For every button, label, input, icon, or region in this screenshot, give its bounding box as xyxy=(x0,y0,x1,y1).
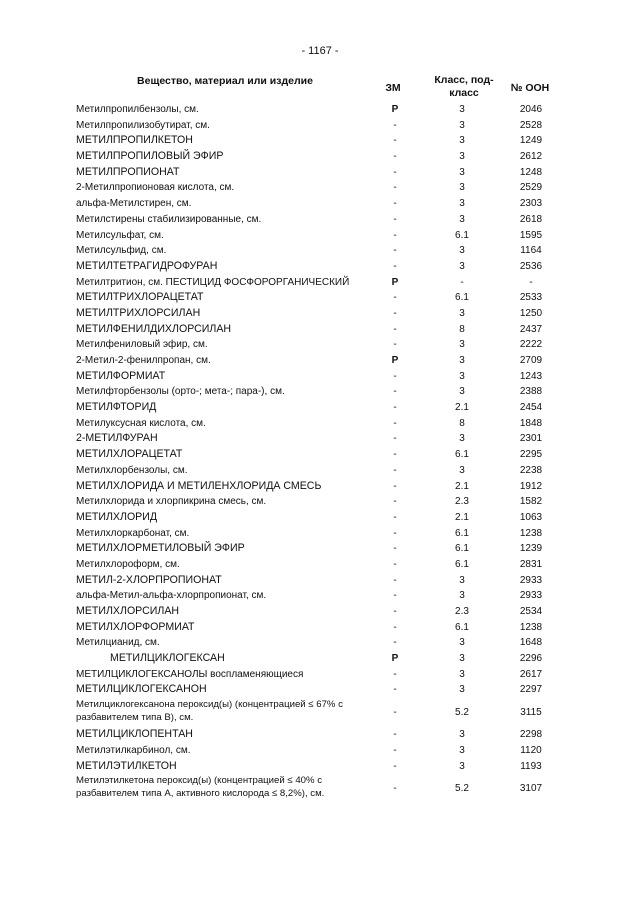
cell-substance-name: Метилхлорбензолы, см. xyxy=(76,464,188,476)
cell-un-number: 2831 xyxy=(519,558,543,570)
cell-substance-name: МЕТИЛФТОРИД xyxy=(76,401,157,414)
cell-zm: - xyxy=(393,668,397,680)
cell-un-number: 2238 xyxy=(519,464,543,476)
cell-un-number: 2296 xyxy=(519,653,543,665)
cell-un-number: 1248 xyxy=(519,166,543,178)
cell-class: 3 xyxy=(459,637,465,649)
cell-zm: - xyxy=(393,307,397,319)
table-row xyxy=(0,118,640,134)
cell-zm: - xyxy=(393,417,397,429)
cell-substance-name: МЕТИЛЭТИЛКЕТОН xyxy=(76,759,177,772)
table-row xyxy=(0,259,640,275)
table-row xyxy=(0,275,640,291)
cell-zm: - xyxy=(393,783,397,795)
cell-zm: - xyxy=(393,402,397,414)
table-row xyxy=(0,682,640,698)
cell-un-number: 2222 xyxy=(519,339,543,351)
cell-un-number: 3115 xyxy=(520,707,542,719)
cell-zm: - xyxy=(393,558,397,570)
cell-zm: - xyxy=(393,449,397,461)
cell-class: 6.1 xyxy=(455,558,469,570)
cell-zm: - xyxy=(393,511,397,523)
cell-un-number: 1249 xyxy=(519,135,543,147)
table-row xyxy=(0,212,640,228)
cell-substance-name: МЕТИЛФЕНИЛДИХЛОРСИЛАН xyxy=(76,322,232,335)
cell-un-number: 2534 xyxy=(519,606,543,617)
cell-class: 3 xyxy=(459,151,465,163)
cell-un-number: 3107 xyxy=(519,783,543,795)
cell-zm: - xyxy=(393,707,397,719)
cell-zm: - xyxy=(393,260,397,272)
table-row xyxy=(0,322,640,338)
cell-un-number: 1243 xyxy=(519,370,543,382)
cell-substance-name: Метилхлороформ, см. xyxy=(76,558,180,570)
table-row xyxy=(0,384,640,400)
cell-zm: - xyxy=(393,527,397,539)
cell-zm: - xyxy=(393,574,397,586)
table-row xyxy=(0,133,640,149)
cell-un-number: 1648 xyxy=(519,637,543,649)
cell-zm: - xyxy=(393,433,397,445)
table-row xyxy=(0,196,640,212)
table-row xyxy=(0,759,640,775)
cell-zm: - xyxy=(393,135,397,147)
cell-un-number: 2528 xyxy=(519,119,543,131)
cell-zm: - xyxy=(393,684,397,696)
table-row xyxy=(0,526,640,542)
cell-class: 3 xyxy=(459,590,465,602)
cell-substance-name: МЕТИЛХЛОРМЕТИЛОВЫЙ ЭФИР xyxy=(76,542,245,555)
table-row xyxy=(0,510,640,526)
cell-un-number: - xyxy=(529,276,533,288)
cell-class: 3 xyxy=(459,355,465,366)
table-row xyxy=(0,165,640,181)
table-row xyxy=(0,541,640,557)
table-row xyxy=(0,180,640,196)
cell-un-number: 2303 xyxy=(519,198,543,210)
cell-zm: - xyxy=(393,543,397,555)
cell-class: 8 xyxy=(459,323,465,335)
cell-class: 3 xyxy=(459,198,465,210)
cell-class: 3 xyxy=(459,386,465,398)
cell-class: 6.1 xyxy=(455,229,469,241)
table-row xyxy=(0,228,640,244)
cell-un-number: 1239 xyxy=(519,543,543,555)
cell-zm: - xyxy=(393,292,397,304)
cell-substance-name: МЕТИЛТРИХЛОРАЦЕТАТ xyxy=(76,291,204,304)
cell-substance-name: МЕТИЛПРОПИЛКЕТОН xyxy=(76,134,193,147)
cell-class: 3 xyxy=(459,370,465,382)
cell-class: 3 xyxy=(459,729,465,741)
table-row xyxy=(0,727,640,743)
cell-zm: Р xyxy=(391,653,399,665)
cell-substance-name: МЕТИЛПРОПИОНАТ xyxy=(76,165,180,178)
cell-class: 6.1 xyxy=(455,621,469,633)
cell-un-number: 1063 xyxy=(519,511,543,523)
table-row xyxy=(0,651,640,667)
cell-un-number: 2618 xyxy=(519,213,543,225)
cell-un-number: 1164 xyxy=(520,245,542,257)
cell-class: 3 xyxy=(459,684,465,696)
table-row xyxy=(0,243,640,259)
cell-substance-name: МЕТИЛПРОПИЛОВЫЙ ЭФИР xyxy=(76,150,224,163)
cell-zm: - xyxy=(393,606,397,617)
cell-class: 3 xyxy=(459,339,465,351)
cell-class: 3 xyxy=(459,104,465,115)
cell-zm: - xyxy=(393,637,397,649)
table-row xyxy=(0,306,640,322)
cell-substance-name: МЕТИЛХЛОРФОРМИАТ xyxy=(76,620,195,633)
cell-un-number: 2437 xyxy=(519,323,543,335)
cell-class: 6.1 xyxy=(455,527,469,539)
table-row xyxy=(0,774,640,803)
cell-class: 3 xyxy=(459,245,465,257)
cell-substance-name: Метилсульфат, см. xyxy=(76,229,164,241)
cell-class: 2.1 xyxy=(455,480,469,492)
cell-class: 3 xyxy=(459,744,465,756)
cell-substance-name: МЕТИЛХЛОРИД xyxy=(76,510,158,523)
cell-class: 6.1 xyxy=(455,292,469,304)
cell-substance-name: МЕТИЛФОРМИАТ xyxy=(76,369,166,382)
cell-class: 3 xyxy=(459,760,465,772)
cell-un-number: 2046 xyxy=(519,104,543,115)
table-row xyxy=(0,743,640,759)
cell-substance-name: альфа-Метилстирен, см. xyxy=(76,198,192,210)
cell-substance-name: МЕТИЛЦИКЛОПЕНТАН xyxy=(76,728,193,741)
cell-substance-name: МЕТИЛ-2-ХЛОРПРОПИОНАТ xyxy=(76,573,222,586)
cell-substance-name: Метилэтилкетона пероксид(ы) (концентрацией ≤ 40% с разбавителем типа А, активного кислорода ≤ 8,2%), см. xyxy=(76,775,325,799)
cell-zm: - xyxy=(393,480,397,492)
table-row xyxy=(0,416,640,432)
cell-zm: - xyxy=(393,729,397,741)
cell-un-number: 2295 xyxy=(519,449,543,461)
cell-zm: - xyxy=(393,213,397,225)
cell-zm: - xyxy=(393,245,397,257)
cell-substance-name: альфа-Метил-альфа-хлорпропионат, см. xyxy=(76,590,267,602)
cell-zm: - xyxy=(393,151,397,163)
cell-zm: - xyxy=(393,119,397,131)
cell-substance-name: 2-Метил-2-фенилпропан, см. xyxy=(76,355,211,366)
column-header-class xyxy=(430,74,498,100)
table-row xyxy=(0,588,640,604)
substance-table xyxy=(0,102,640,803)
cell-un-number: 1250 xyxy=(519,307,543,319)
cell-un-number: 2933 xyxy=(519,574,543,586)
cell-substance-name: Метилцианид, см. xyxy=(76,637,160,649)
table-row xyxy=(0,573,640,589)
cell-class: 3 xyxy=(459,307,465,319)
cell-zm: - xyxy=(393,590,397,602)
cell-un-number: 1120 xyxy=(520,744,542,756)
cell-substance-name: МЕТИЛТЕТРАГИДРОФУРАН xyxy=(76,259,218,272)
cell-un-number: 2709 xyxy=(519,355,543,366)
cell-un-number: 1582 xyxy=(519,496,543,508)
page-number: - 1167 - xyxy=(301,45,339,57)
cell-un-number: 2612 xyxy=(519,151,543,163)
cell-zm: - xyxy=(393,370,397,382)
table-row xyxy=(0,400,640,416)
cell-zm: - xyxy=(393,182,397,194)
cell-substance-name: МЕТИЛЦИКЛОГЕКСАН xyxy=(110,652,225,665)
cell-substance-name: МЕТИЛЦИКЛОГЕКСАНОЛЫ воспламеняющиеся xyxy=(76,668,304,680)
cell-class: 3 xyxy=(459,464,465,476)
cell-substance-name: МЕТИЛХЛОРАЦЕТАТ xyxy=(76,448,183,461)
cell-zm: - xyxy=(393,496,397,508)
table-row xyxy=(0,447,640,463)
cell-zm: - xyxy=(393,760,397,772)
cell-zm: - xyxy=(393,198,397,210)
cell-class: 2.3 xyxy=(455,496,469,508)
cell-class: 2.1 xyxy=(455,402,469,414)
cell-un-number: 2297 xyxy=(519,684,543,696)
cell-zm: Р xyxy=(391,355,399,366)
table-row xyxy=(0,369,640,385)
cell-substance-name: Метилхлоркарбонат, см. xyxy=(76,527,190,539)
cell-substance-name: Метилэтилкарбинол, см. xyxy=(76,744,191,756)
column-header-un-number: № ООН xyxy=(510,82,550,94)
cell-un-number: 1238 xyxy=(519,621,543,633)
cell-class: 5.2 xyxy=(455,707,469,719)
cell-substance-name: Метилуксусная кислота, см. xyxy=(76,417,206,429)
table-row xyxy=(0,494,640,510)
table-row xyxy=(0,463,640,479)
cell-class: 3 xyxy=(459,260,465,272)
cell-zm: Р xyxy=(391,104,399,115)
table-row xyxy=(0,479,640,495)
cell-class: 3 xyxy=(459,182,465,194)
cell-zm: - xyxy=(393,323,397,335)
cell-un-number: 2298 xyxy=(519,729,543,741)
cell-substance-name: МЕТИЛЦИКЛОГЕКСАНОН xyxy=(76,683,207,696)
cell-substance-name: МЕТИЛХЛОРСИЛАН xyxy=(76,605,180,617)
cell-class: 3 xyxy=(459,433,465,445)
cell-zm: - xyxy=(393,166,397,178)
cell-substance-name: Метилтритион, см. ПЕСТИЦИД ФОСФОРОРГАНИЧЕСКИЙ xyxy=(76,276,350,288)
cell-un-number: 2388 xyxy=(519,386,543,398)
cell-class: 3 xyxy=(459,166,465,178)
table-row xyxy=(0,431,640,447)
cell-un-number: 2933 xyxy=(519,590,543,602)
cell-zm: - xyxy=(393,229,397,241)
cell-zm: - xyxy=(393,621,397,633)
table-row xyxy=(0,604,640,620)
column-header-zm: ЗМ xyxy=(385,82,401,94)
table-row xyxy=(0,635,640,651)
cell-class: 3 xyxy=(459,653,465,665)
table-row xyxy=(0,149,640,165)
cell-substance-name: 2-Метилпропионовая кислота, см. xyxy=(76,182,235,194)
cell-un-number: 1912 xyxy=(519,480,543,492)
cell-substance-name: 2-МЕТИЛФУРАН xyxy=(76,432,158,445)
cell-zm: - xyxy=(393,744,397,756)
table-row xyxy=(0,290,640,306)
table-row xyxy=(0,353,640,369)
cell-substance-name: Метилсульфид, см. xyxy=(76,245,167,257)
cell-substance-name: МЕТИЛТРИХЛОРСИЛАН xyxy=(76,306,201,319)
cell-zm: - xyxy=(393,339,397,351)
cell-class: 3 xyxy=(459,574,465,586)
cell-substance-name: Метилхлорида и хлорпикрина смесь, см. xyxy=(76,496,267,508)
cell-class: 2.1 xyxy=(455,511,469,523)
cell-class: - xyxy=(460,276,464,288)
cell-un-number: 1848 xyxy=(519,417,543,429)
column-header-substance: Вещество, материал или изделие xyxy=(137,75,313,87)
cell-substance-name: Метилфениловый эфир, см. xyxy=(76,339,208,351)
cell-substance-name: Метилциклогексанона пероксид(ы) (концентрацией ≤ 67% с разбавителем типа В), см. xyxy=(76,699,343,723)
table-row xyxy=(0,557,640,573)
cell-un-number: 1238 xyxy=(519,527,543,539)
cell-zm: - xyxy=(393,386,397,398)
table-row xyxy=(0,102,640,118)
cell-un-number: 2617 xyxy=(519,668,543,680)
cell-substance-name: Метилпропилбензолы, см. xyxy=(76,104,199,115)
cell-class: 3 xyxy=(459,668,465,680)
cell-substance-name: Метилстирены стабилизированные, см. xyxy=(76,213,262,225)
cell-class: 6.1 xyxy=(455,543,469,555)
table-row xyxy=(0,698,640,727)
cell-class: 2.3 xyxy=(455,606,469,617)
cell-substance-name: МЕТИЛХЛОРИДА И МЕТИЛЕНХЛОРИДА СМЕСЬ xyxy=(76,479,322,492)
cell-un-number: 2536 xyxy=(519,260,543,272)
table-row xyxy=(0,620,640,636)
cell-class: 8 xyxy=(459,417,465,429)
cell-un-number: 2529 xyxy=(519,182,543,194)
cell-class: 3 xyxy=(459,213,465,225)
table-row xyxy=(0,667,640,683)
cell-class: 3 xyxy=(459,135,465,147)
cell-un-number: 1193 xyxy=(520,760,542,772)
cell-un-number: 2454 xyxy=(519,402,543,414)
cell-class: 3 xyxy=(459,119,465,131)
cell-class: 5.2 xyxy=(455,783,469,795)
cell-zm: Р xyxy=(391,276,399,288)
cell-zm: - xyxy=(393,464,397,476)
column-header-class-text: Класс, под- класс xyxy=(434,74,494,99)
cell-un-number: 2533 xyxy=(519,292,543,304)
cell-substance-name: Метилфторбензолы (орто-; мета-; пара-), см. xyxy=(76,386,285,398)
table-row xyxy=(0,337,640,353)
cell-un-number: 2301 xyxy=(519,433,543,445)
cell-substance-name: Метилпропилизобутират, см. xyxy=(76,119,210,131)
cell-un-number: 1595 xyxy=(519,229,543,241)
cell-class: 6.1 xyxy=(455,449,469,461)
